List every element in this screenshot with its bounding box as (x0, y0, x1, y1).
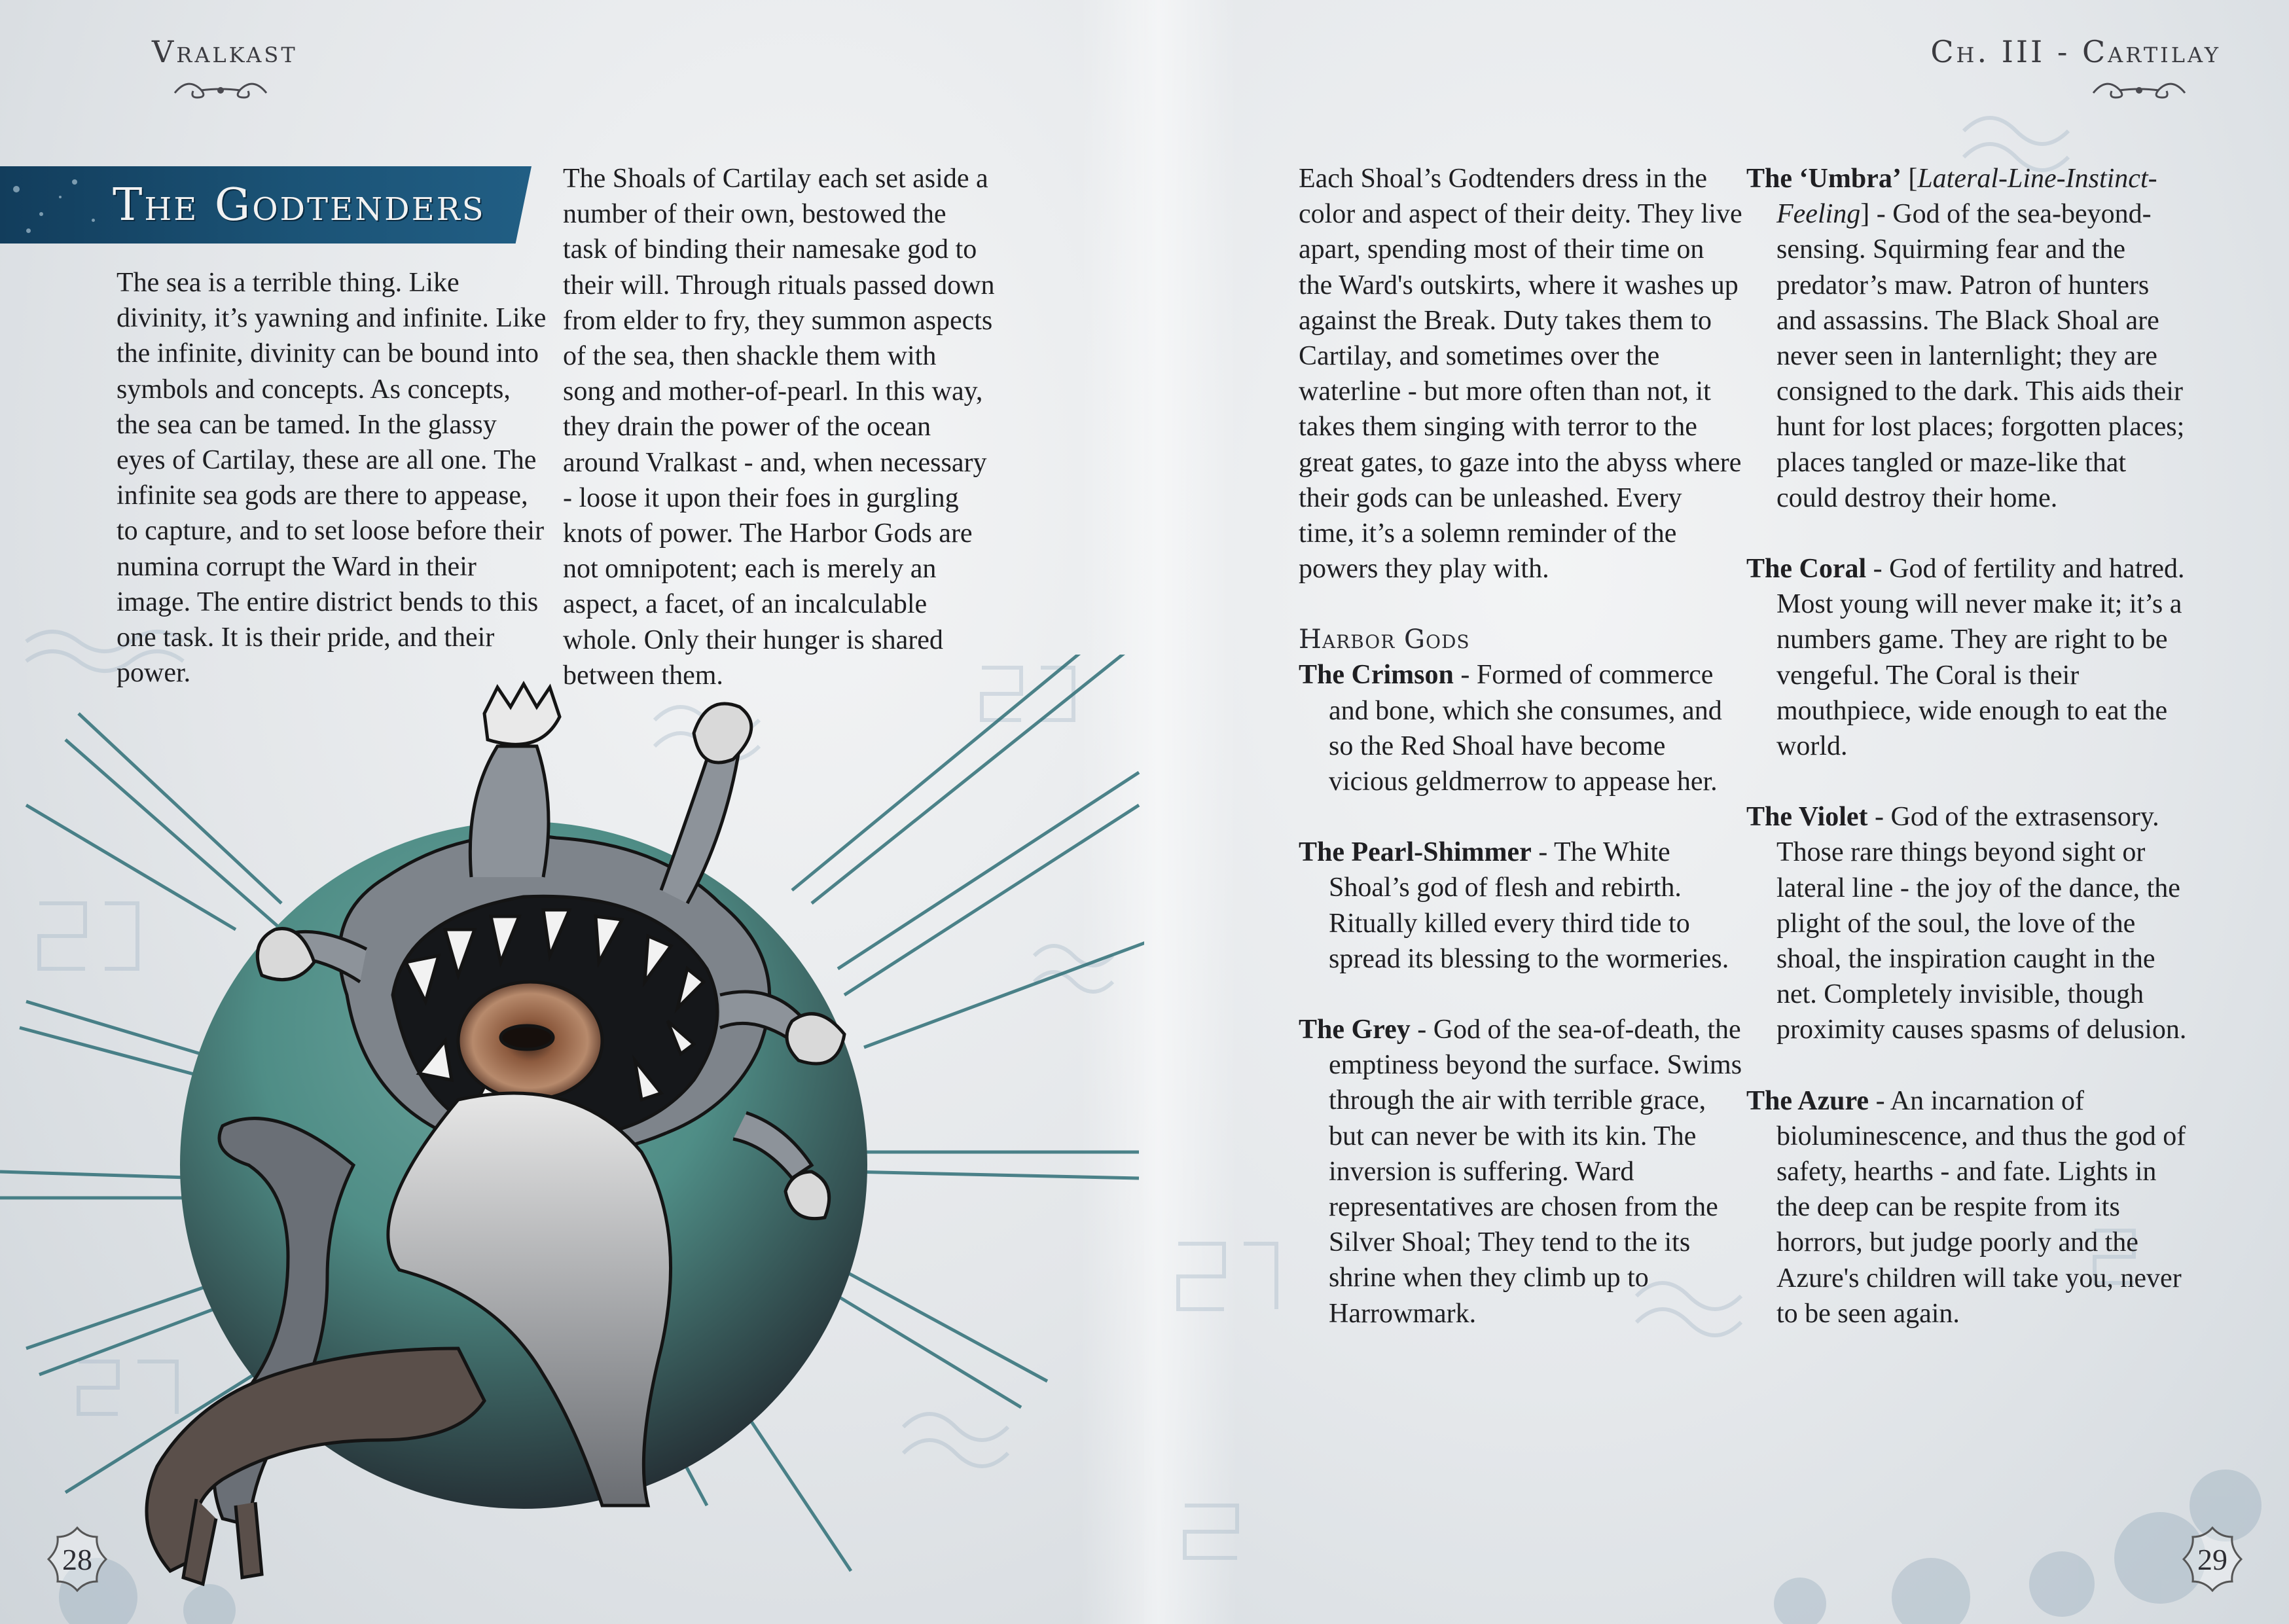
bracket-open: [ (1901, 164, 1918, 194)
page-number-left (43, 1525, 111, 1593)
scroll-flourish-icon (171, 73, 270, 103)
god-name: The Violet (1746, 802, 1868, 833)
shoals-column (563, 161, 995, 693)
god-description: - God of the sea-of-death, the emptiness beyond the surface. Swims through the air with terrible grace, but can never be with its kin. The inversion is suffering. Ward representatives are chosen from the Silver Shoal; They tend to the its shrine when they climb up to Harrowmark. (1329, 1015, 1742, 1329)
folio-text: 29 (2197, 1542, 2227, 1576)
god-name: The Crimson (1299, 660, 1454, 691)
page-title: The Godtenders (113, 179, 486, 231)
scroll-flourish-icon (2090, 73, 2188, 103)
intro-column (117, 265, 549, 691)
god-name: The Azure (1746, 1085, 1869, 1116)
harbor-gods-column (1746, 161, 2191, 1331)
god-entry-crimson (1299, 657, 1744, 799)
god-description: - The White Shoal’s god of flesh and rebirth. Ritually killed every third tide to spread its blessing to the wormeries. (1329, 837, 1729, 974)
god-description: - An incarnation of bioluminescence, and thus the god of safety, hearths - and fate. Lights in the deep can be respite from its horrors, but judge poorly and the Azure's children will take you, never to be seen again. (1776, 1085, 2186, 1329)
page-number-right (2178, 1525, 2246, 1593)
running-head-left: Vralkast (152, 34, 298, 69)
intro-paragraph: The sea is a terrible thing. Like divinity, it’s yawning and infinite. Like the infinite, divinity can be bound into symbols and concepts. As concepts, the sea can be tamed. In the glassy eyes of Cartilay, these are all one. The infinite sea gods are there to appease, to capture, and to set loose before their numina corrupt the Ward in their image. The entire district bends to this one task. It is their pride, and their power. (117, 268, 547, 689)
god-entry-azure (1746, 1083, 2191, 1331)
god-entry-violet (1746, 799, 2191, 1047)
folio-text: 28 (62, 1542, 92, 1576)
bracket-close: ] (1860, 199, 1870, 230)
god-description: - God of the sea-beyond-sensing. Squirming fear and the predator’s maw. Patron of hunters and assassins. The Black Shoal are never seen in lanternlight; they are consigned to the dark. This aids their hunt for lost places; forgotten places; places tangled or maze-like that could destroy their home. (1776, 199, 2185, 513)
god-description: - Formed of commerce and bone, which she consumes, and so the Red Shoal have become vicious geldmerrow to appease her. (1329, 660, 1722, 797)
running-head-right: Ch. III - Cartilay (1930, 34, 2221, 69)
god-name: The ‘Umbra’ (1746, 164, 1901, 194)
god-description: - God of the extrasensory. Those rare things beyond sight or lateral line - the joy of the dance, the plight of the soul, the love of the shoal, the inspiration caught in the net. Completely invisible, though proximity causes spasms of delusion. (1776, 802, 2187, 1045)
god-name: The Pearl-Shimmer (1299, 837, 1532, 868)
god-entry-coral (1746, 551, 2191, 764)
shoals-paragraph: The Shoals of Cartilay each set aside a number of their own, bestowed the task of binding their namesake god to their will. Through rituals passed down from elder to fry, they summon aspects of the sea, then shackle them with song and mother-of-pearl. In this way, they drain the power of the ocean around Vralkast - and, when necessary - loose it upon their foes in gurgling knots of power. The Harbor Gods are not omnipotent; each is merely an aspect, a facet, of an incalculable whole. Only their hunger is shared between them. (563, 164, 995, 691)
god-entry-umbra (1746, 161, 2191, 516)
god-entry-grey (1299, 1012, 1744, 1331)
god-epithet: Lateral-Line-Instinct-Feeling (1776, 164, 2157, 230)
god-name: The Coral (1746, 554, 1867, 585)
godtenders-paragraph: Each Shoal’s Godtenders dress in the color and aspect of their deity. They live apart, spending most of their time on the Ward's outskirts, where it washes up against the Break. Duty takes them to Cartilay, and sometimes over the waterline - but more often than not, it takes them singing with terror to the great gates, to gaze into the abyss where their gods can be unleashed. Every time, it’s a solemn reminder of the powers they play with. (1299, 164, 1742, 585)
godtenders-column (1299, 161, 1744, 1331)
god-name: The Grey (1299, 1015, 1411, 1045)
god-description: - God of fertility and hatred. Most young will never make it; it’s a numbers game. They are right to be vengeful. The Coral is their mouthpiece, wide enough to eat the world. (1776, 554, 2185, 762)
harbor-gods-heading: Harbor Gods (1299, 624, 1470, 655)
god-entry-pearl-shimmer (1299, 835, 1744, 977)
sea-god-creature-illustration (0, 655, 1144, 1624)
